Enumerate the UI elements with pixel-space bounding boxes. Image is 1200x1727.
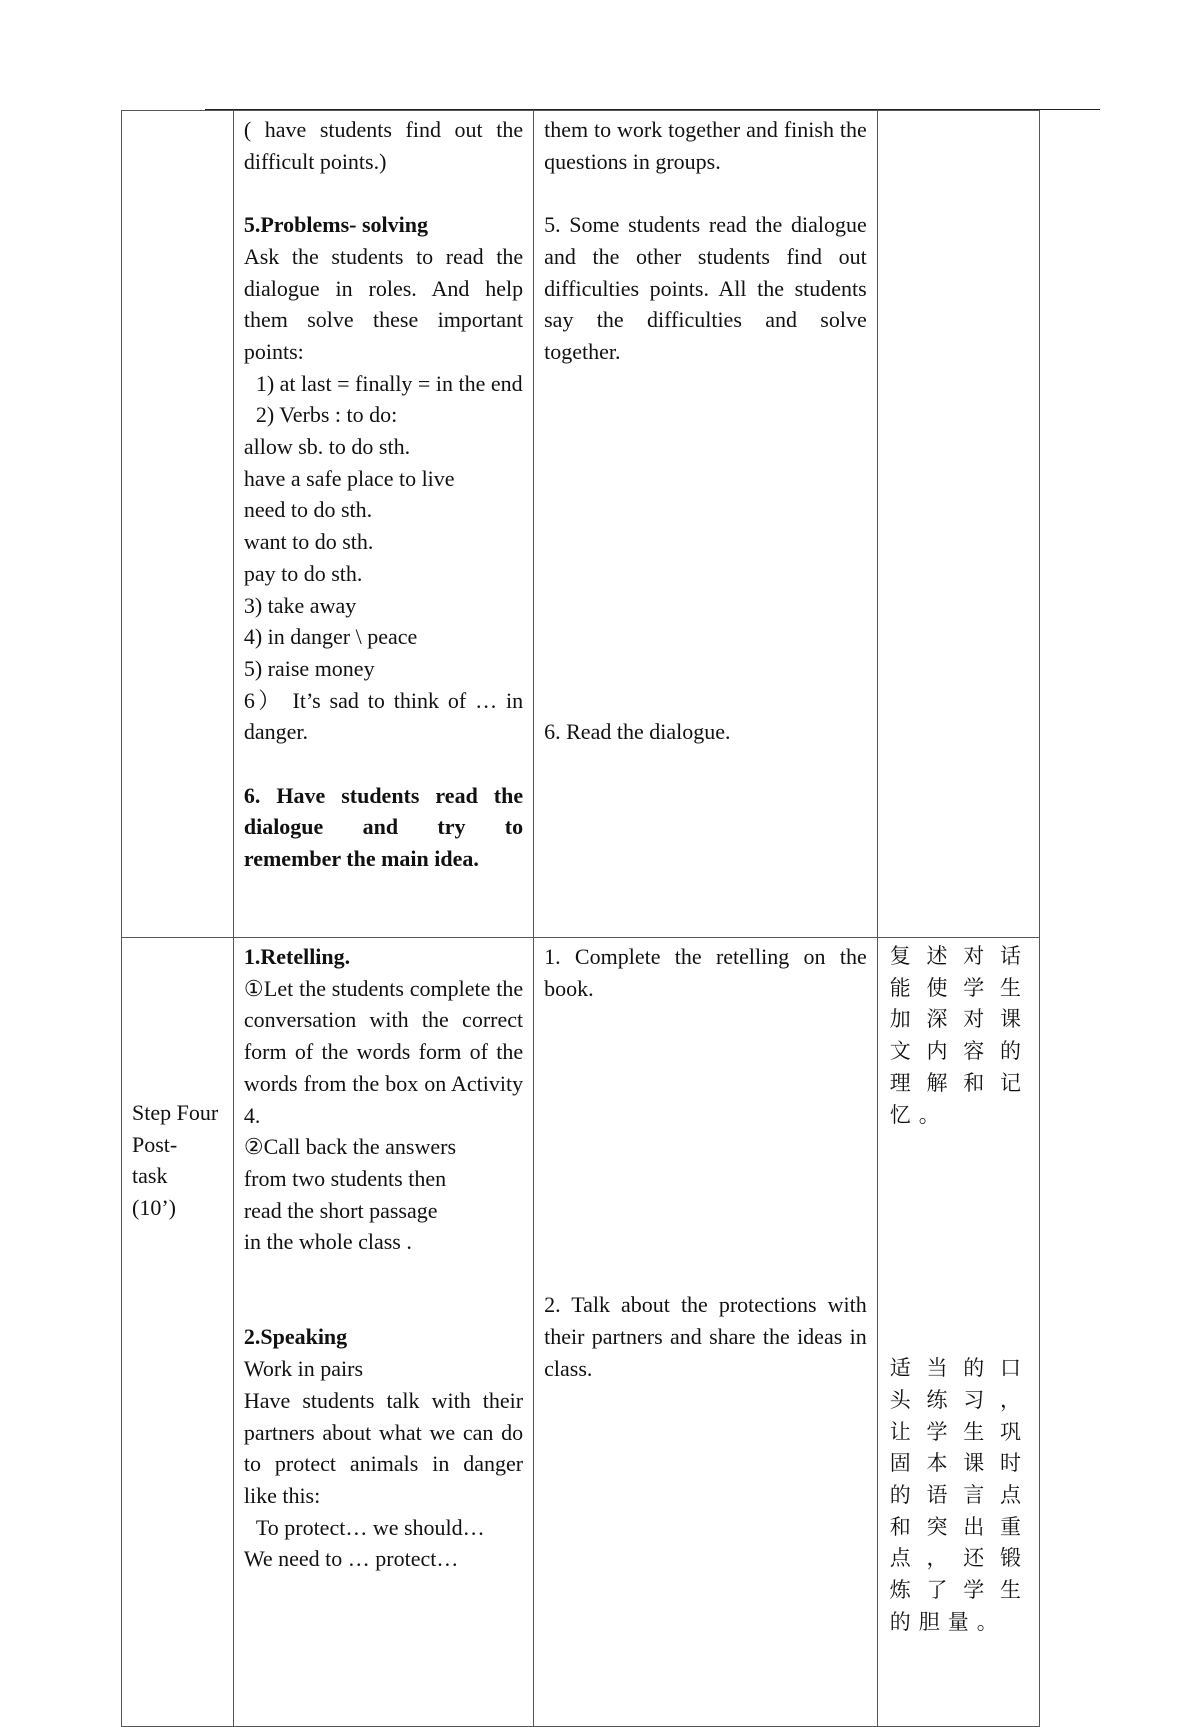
table-row	[122, 111, 1040, 938]
section-body: from two students then	[243, 1165, 447, 1191]
point-item: 5) raise money	[243, 655, 375, 681]
point-item: 4) in danger \ peace	[243, 624, 418, 650]
example-line: To protect… we should…	[255, 1514, 485, 1540]
section-body: Have students talk with their partners about what we can do to protect animals in danger like this:	[243, 1387, 524, 1508]
teacher-activity-cell	[233, 938, 533, 1727]
point-item: have a safe place to live	[243, 465, 455, 491]
section-body: in the whole class .	[243, 1229, 412, 1255]
point-item: allow sb. to do sth.	[243, 434, 411, 460]
step-label: Post-	[132, 1131, 178, 1157]
lesson-plan-table	[121, 110, 1040, 1727]
purpose-text: 复述对话能使学生加深对课文内容的理解和记忆。	[889, 944, 1029, 1127]
student-activity: 6. Read the dialogue.	[544, 718, 731, 744]
student-activity-cell	[534, 938, 878, 1727]
student-activity-cell	[534, 111, 878, 938]
table-row	[122, 938, 1040, 1727]
section-body: Ask the students to read the dialogue in roles. And help them solve these important points:	[243, 243, 524, 364]
student-activity: 2. Talk about the protections with their partners and share the ideas in class.	[544, 1292, 867, 1381]
teacher-activity-cell	[233, 111, 533, 938]
point-item: need to do sth.	[243, 497, 373, 523]
point-item: pay to do sth.	[243, 560, 363, 586]
section-body: read the short passage	[243, 1197, 438, 1223]
section-title: 2.Speaking	[243, 1324, 348, 1350]
point-item: 3) take away	[243, 592, 357, 618]
example-line: We need to … protect…	[243, 1546, 459, 1572]
step-time: (10’)	[132, 1195, 176, 1221]
teacher-intro: ( have students find out the difficult points.)	[243, 117, 524, 174]
purpose-cell	[877, 938, 1039, 1727]
section-body: ①Let the students complete the conversation with the correct form of the words form of the words from the box on Activity 4.	[243, 975, 524, 1128]
step-cell	[122, 111, 234, 938]
section-title: 5.Problems- solving	[243, 212, 428, 238]
step-label: task	[132, 1163, 168, 1189]
step-cell	[122, 938, 234, 1727]
point-item: want to do sth.	[243, 529, 374, 555]
section-body: ②Call back the answers	[243, 1134, 457, 1160]
purpose-cell	[877, 111, 1039, 938]
section-title: 1.Retelling.	[243, 944, 351, 969]
student-activity: 1. Complete the retelling on the book.	[544, 944, 867, 1001]
step-label: Step Four	[132, 1100, 219, 1125]
purpose-text: 适当的口头练习，让学生巩固本课时的语言点和突出重点，还锻炼了学生的胆量。	[889, 1356, 1029, 1634]
point-item: 1) at last = finally = in the end	[255, 370, 523, 396]
point-item: 6） It’s sad to think of … in danger.	[243, 687, 524, 745]
section-title: 6. Have students read the dialogue and try to remember the main idea.	[243, 782, 524, 872]
student-activity: 5. Some students read the dialogue and the other students find out difficulties points. All the students say the difficulties and solve together.	[544, 212, 867, 364]
student-intro: them to work together and finish the questions in groups.	[544, 117, 867, 174]
section-subtitle: Work in pairs	[243, 1356, 364, 1382]
point-item: 2) Verbs : to do:	[255, 402, 398, 428]
